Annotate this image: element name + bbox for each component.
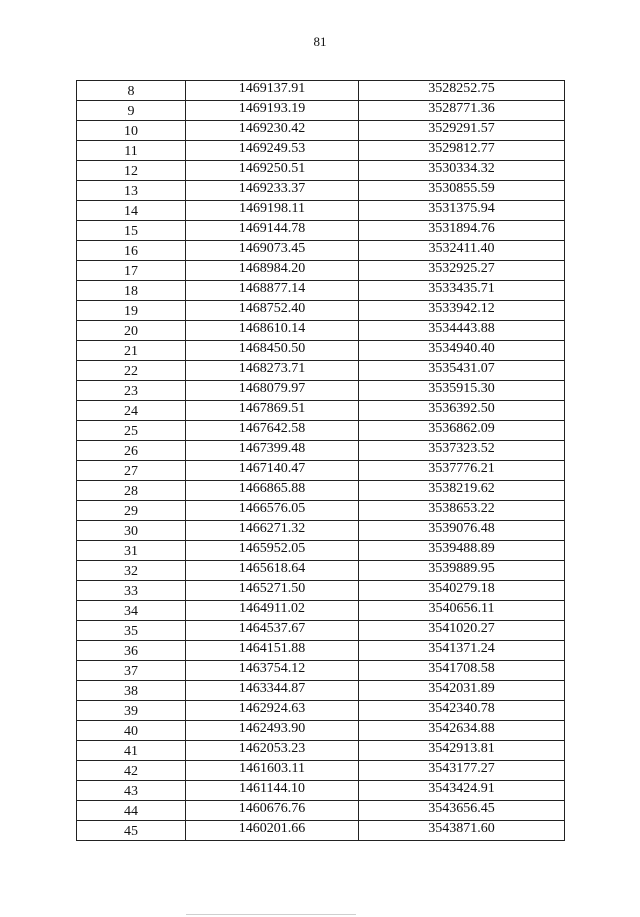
point-number-cell: 42 xyxy=(77,761,186,781)
x-coordinate-cell: 1460201.66 xyxy=(186,821,359,841)
x-coordinate-cell: 1465618.64 xyxy=(186,561,359,581)
x-coordinate-cell: 1460676.76 xyxy=(186,801,359,821)
table-row xyxy=(77,261,565,281)
point-number-cell: 43 xyxy=(77,781,186,801)
point-number-cell: 15 xyxy=(77,221,186,241)
table-row xyxy=(77,501,565,521)
x-coordinate-cell: 1469250.51 xyxy=(186,161,359,181)
point-number-cell: 24 xyxy=(77,401,186,421)
y-coordinate-cell: 3533435.71 xyxy=(359,281,565,301)
x-coordinate-cell: 1469193.19 xyxy=(186,101,359,121)
x-coordinate-cell: 1465271.50 xyxy=(186,581,359,601)
table-row xyxy=(77,681,565,701)
table-row xyxy=(77,141,565,161)
table-row xyxy=(77,701,565,721)
table-row xyxy=(77,601,565,621)
point-number-cell: 21 xyxy=(77,341,186,361)
table-row xyxy=(77,381,565,401)
table-row xyxy=(77,201,565,221)
y-coordinate-cell: 3539889.95 xyxy=(359,561,565,581)
y-coordinate-cell: 3529291.57 xyxy=(359,121,565,141)
y-coordinate-cell: 3536392.50 xyxy=(359,401,565,421)
point-number-cell: 35 xyxy=(77,621,186,641)
coordinates-table-body xyxy=(77,81,565,841)
y-coordinate-cell: 3535915.30 xyxy=(359,381,565,401)
point-number-cell: 20 xyxy=(77,321,186,341)
x-coordinate-cell: 1469233.37 xyxy=(186,181,359,201)
point-number-cell: 26 xyxy=(77,441,186,461)
point-number-cell: 11 xyxy=(77,141,186,161)
x-coordinate-cell: 1465952.05 xyxy=(186,541,359,561)
y-coordinate-cell: 3543871.60 xyxy=(359,821,565,841)
y-coordinate-cell: 3539488.89 xyxy=(359,541,565,561)
coordinates-table xyxy=(76,80,565,841)
table-row xyxy=(77,561,565,581)
y-coordinate-cell: 3537323.52 xyxy=(359,441,565,461)
x-coordinate-cell: 1468877.14 xyxy=(186,281,359,301)
point-number-cell: 13 xyxy=(77,181,186,201)
table-row xyxy=(77,81,565,101)
table-row xyxy=(77,341,565,361)
table-row xyxy=(77,541,565,561)
x-coordinate-cell: 1469249.53 xyxy=(186,141,359,161)
x-coordinate-cell: 1462053.23 xyxy=(186,741,359,761)
point-number-cell: 28 xyxy=(77,481,186,501)
x-coordinate-cell: 1468273.71 xyxy=(186,361,359,381)
scan-artifact-line xyxy=(186,914,356,915)
x-coordinate-cell: 1467399.48 xyxy=(186,441,359,461)
x-coordinate-cell: 1468752.40 xyxy=(186,301,359,321)
table-row xyxy=(77,581,565,601)
y-coordinate-cell: 3528252.75 xyxy=(359,81,565,101)
x-coordinate-cell: 1464911.02 xyxy=(186,601,359,621)
x-coordinate-cell: 1469137.91 xyxy=(186,81,359,101)
table-row xyxy=(77,761,565,781)
x-coordinate-cell: 1464537.67 xyxy=(186,621,359,641)
point-number-cell: 41 xyxy=(77,741,186,761)
x-coordinate-cell: 1469230.42 xyxy=(186,121,359,141)
x-coordinate-cell: 1468610.14 xyxy=(186,321,359,341)
y-coordinate-cell: 3532925.27 xyxy=(359,261,565,281)
x-coordinate-cell: 1461603.11 xyxy=(186,761,359,781)
x-coordinate-cell: 1464151.88 xyxy=(186,641,359,661)
table-row xyxy=(77,781,565,801)
y-coordinate-cell: 3534940.40 xyxy=(359,341,565,361)
x-coordinate-cell: 1468079.97 xyxy=(186,381,359,401)
page-number: 81 xyxy=(313,34,327,49)
table-row xyxy=(77,821,565,841)
x-coordinate-cell: 1467869.51 xyxy=(186,401,359,421)
y-coordinate-cell: 3543424.91 xyxy=(359,781,565,801)
y-coordinate-cell: 3535431.07 xyxy=(359,361,565,381)
point-number-cell: 23 xyxy=(77,381,186,401)
table-row xyxy=(77,801,565,821)
y-coordinate-cell: 3543177.27 xyxy=(359,761,565,781)
point-number-cell: 32 xyxy=(77,561,186,581)
y-coordinate-cell: 3540279.18 xyxy=(359,581,565,601)
y-coordinate-cell: 3542340.78 xyxy=(359,701,565,721)
table-row xyxy=(77,321,565,341)
table-row xyxy=(77,101,565,121)
y-coordinate-cell: 3533942.12 xyxy=(359,301,565,321)
x-coordinate-cell: 1468450.50 xyxy=(186,341,359,361)
table-row xyxy=(77,421,565,441)
y-coordinate-cell: 3531375.94 xyxy=(359,201,565,221)
x-coordinate-cell: 1463754.12 xyxy=(186,661,359,681)
y-coordinate-cell: 3538653.22 xyxy=(359,501,565,521)
table-row xyxy=(77,301,565,321)
point-number-cell: 33 xyxy=(77,581,186,601)
table-row xyxy=(77,181,565,201)
point-number-cell: 45 xyxy=(77,821,186,841)
point-number-cell: 22 xyxy=(77,361,186,381)
y-coordinate-cell: 3529812.77 xyxy=(359,141,565,161)
y-coordinate-cell: 3541020.27 xyxy=(359,621,565,641)
point-number-cell: 37 xyxy=(77,661,186,681)
table-row xyxy=(77,661,565,681)
y-coordinate-cell: 3530855.59 xyxy=(359,181,565,201)
point-number-cell: 27 xyxy=(77,461,186,481)
table-row xyxy=(77,361,565,381)
x-coordinate-cell: 1462924.63 xyxy=(186,701,359,721)
y-coordinate-cell: 3541708.58 xyxy=(359,661,565,681)
point-number-cell: 19 xyxy=(77,301,186,321)
point-number-cell: 29 xyxy=(77,501,186,521)
x-coordinate-cell: 1461144.10 xyxy=(186,781,359,801)
point-number-cell: 38 xyxy=(77,681,186,701)
table-row xyxy=(77,741,565,761)
x-coordinate-cell: 1467642.58 xyxy=(186,421,359,441)
y-coordinate-cell: 3541371.24 xyxy=(359,641,565,661)
x-coordinate-cell: 1466271.32 xyxy=(186,521,359,541)
y-coordinate-cell: 3532411.40 xyxy=(359,241,565,261)
table-row xyxy=(77,641,565,661)
x-coordinate-cell: 1469073.45 xyxy=(186,241,359,261)
table-row xyxy=(77,481,565,501)
y-coordinate-cell: 3542913.81 xyxy=(359,741,565,761)
table-row xyxy=(77,401,565,421)
table-row xyxy=(77,161,565,181)
x-coordinate-cell: 1468984.20 xyxy=(186,261,359,281)
table-row xyxy=(77,281,565,301)
point-number-cell: 18 xyxy=(77,281,186,301)
table-row xyxy=(77,121,565,141)
y-coordinate-cell: 3542031.89 xyxy=(359,681,565,701)
y-coordinate-cell: 3530334.32 xyxy=(359,161,565,181)
table-row xyxy=(77,441,565,461)
y-coordinate-cell: 3537776.21 xyxy=(359,461,565,481)
table-row xyxy=(77,241,565,261)
y-coordinate-cell: 3540656.11 xyxy=(359,601,565,621)
table-row xyxy=(77,721,565,741)
table-row xyxy=(77,461,565,481)
y-coordinate-cell: 3531894.76 xyxy=(359,221,565,241)
point-number-cell: 30 xyxy=(77,521,186,541)
point-number-cell: 44 xyxy=(77,801,186,821)
point-number-cell: 39 xyxy=(77,701,186,721)
point-number-cell: 25 xyxy=(77,421,186,441)
x-coordinate-cell: 1467140.47 xyxy=(186,461,359,481)
y-coordinate-cell: 3534443.88 xyxy=(359,321,565,341)
x-coordinate-cell: 1463344.87 xyxy=(186,681,359,701)
point-number-cell: 31 xyxy=(77,541,186,561)
y-coordinate-cell: 3536862.09 xyxy=(359,421,565,441)
point-number-cell: 34 xyxy=(77,601,186,621)
point-number-cell: 12 xyxy=(77,161,186,181)
point-number-cell: 17 xyxy=(77,261,186,281)
point-number-cell: 8 xyxy=(77,81,186,101)
point-number-cell: 10 xyxy=(77,121,186,141)
point-number-cell: 9 xyxy=(77,101,186,121)
x-coordinate-cell: 1466865.88 xyxy=(186,481,359,501)
y-coordinate-cell: 3542634.88 xyxy=(359,721,565,741)
x-coordinate-cell: 1469198.11 xyxy=(186,201,359,221)
y-coordinate-cell: 3528771.36 xyxy=(359,101,565,121)
table-row xyxy=(77,221,565,241)
y-coordinate-cell: 3543656.45 xyxy=(359,801,565,821)
table-row xyxy=(77,521,565,541)
x-coordinate-cell: 1462493.90 xyxy=(186,721,359,741)
point-number-cell: 14 xyxy=(77,201,186,221)
y-coordinate-cell: 3539076.48 xyxy=(359,521,565,541)
x-coordinate-cell: 1466576.05 xyxy=(186,501,359,521)
point-number-cell: 36 xyxy=(77,641,186,661)
point-number-cell: 16 xyxy=(77,241,186,261)
table-row xyxy=(77,621,565,641)
y-coordinate-cell: 3538219.62 xyxy=(359,481,565,501)
point-number-cell: 40 xyxy=(77,721,186,741)
x-coordinate-cell: 1469144.78 xyxy=(186,221,359,241)
